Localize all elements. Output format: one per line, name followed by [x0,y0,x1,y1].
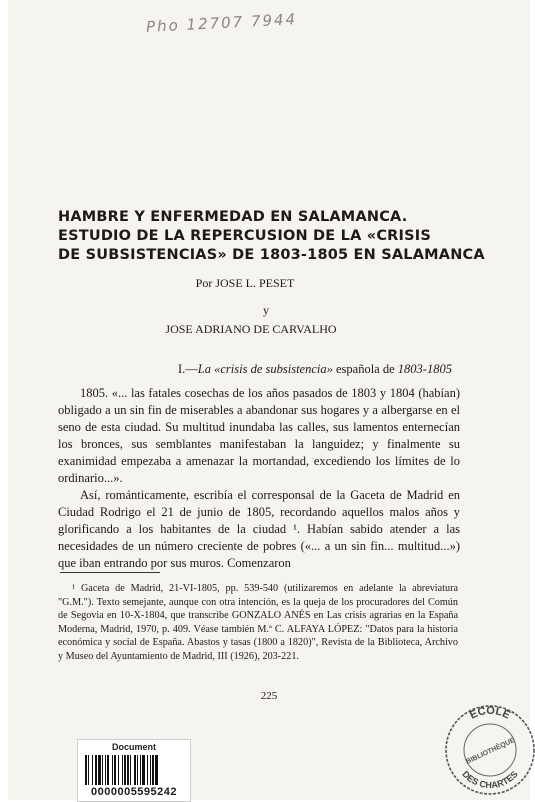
second-author: JOSE ADRIANO DE CARVALHO [165,322,337,336]
title-line-2: ESTUDIO DE LA REPERCUSION DE LA «CRISIS [58,228,431,244]
barcode-bar [122,755,123,785]
barcode-bar [152,755,154,785]
title-line-3: DE SUBSISTENCIAS» DE 1803-1805 EN SALAMANCA [58,247,485,263]
document-page [8,0,530,800]
title-line-1: HAMBRE Y ENFERMEDAD EN SALAMANCA. [58,209,408,225]
barcode-bar [127,755,129,785]
author-line: Por JOSE L. PESET [195,276,295,290]
barcode-bar [105,755,106,785]
stamp-middle-text: BIBLIOTHÈQUE [465,737,517,766]
barcode-bar [130,755,131,785]
barcode-bar [118,755,119,785]
handwritten-note: Pho 12707 7944 [145,10,298,36]
stamp-bottom-text: DES CHARTES [460,768,520,791]
page-number: 225 [260,690,278,702]
barcode-bar [92,755,93,785]
section-title-italic: La «crisis de subsistencia» [197,362,333,376]
barcode-bar [112,755,113,785]
svg-text:DES CHARTES [460,769,519,790]
barcode-bar [95,755,97,785]
barcode-bar [107,755,109,785]
section-heading [178,362,452,377]
barcode-bar [102,755,103,785]
barcode-bar [150,755,151,785]
barcode-label [77,739,191,802]
barcode-bar [137,755,138,785]
article-body [58,385,460,572]
section-years: 1803-1805 [397,362,452,376]
paragraph-1: 1805. «... las fatales cosechas de los años pasados de 1803 y 1804 (habían) obligado a un sin fin de miserables a abandonar sus hogares y a albergarse en el seno de esta ciudad. Su multitud inundaba las calles, sus lamentos enternecían los bronces, sus semblantes manifestaban la languidez; y finalmente su exanimidad empezaba a amenazar la mortandad, excediendo los límites de lo ordinario...». [58,386,460,485]
barcode-bar [85,755,87,785]
library-stamp-icon [438,690,535,800]
barcode-bar [88,755,89,785]
barcode-bar [114,755,116,785]
barcode-icon [85,755,183,785]
barcode-title: Document [111,742,156,752]
stamp-top-text: ECOLE [467,704,513,722]
section-number: I.— [178,362,198,376]
barcode-bar [98,755,101,785]
barcode-number: 0000005595242 [90,786,178,798]
footnote-rule [60,572,160,573]
barcode-bar [140,755,141,785]
barcode-bar [155,755,158,785]
barcode-bar [134,755,136,785]
paragraph-2: Así, románticamente, escribía el corresponsal de la Gaceta de Madrid en Ciudad Rodrigo el 21 de junio de 1805, recordando aquellos malos años y glorificando a los habitantes de la ciudad ¹. Habían sabido atender a las necesidades de un número creciente de pobres («... a un sin fin... multitud...») que iban entrando por sus muros. Comenzaron [58,488,460,570]
barcode-bar [147,755,148,785]
section-title-roman: española de [336,362,395,376]
author-conjunction: y [263,303,269,317]
barcode-bar [124,755,126,785]
barcode-bar [142,755,145,785]
svg-text:ECOLE [468,705,512,722]
footnote: ¹ Gaceta de Madrid, 21-VI-1805, pp. 539-540 (utilizaremos en adelante la abreviatura "G.M."). Texto semejante, aunque con otra intención, es la queja de los procuradores del Común de Segovia en 10-X-1804, que transcribe GONZALO ANÉS en Las crisis agrarias en la España Moderna, Madrid, 1970, p. 409. Véase también M.ª C. ALFAYA LÓPEZ: "Datos para la historia económica y social de España. Abastos y tasas (1800 a 1820)", Revista de la Biblioteca, Archivo y Museo del Ayuntamiento de Madrid, III (1926), 203-221. [58,583,458,662]
article-title [58,208,485,265]
